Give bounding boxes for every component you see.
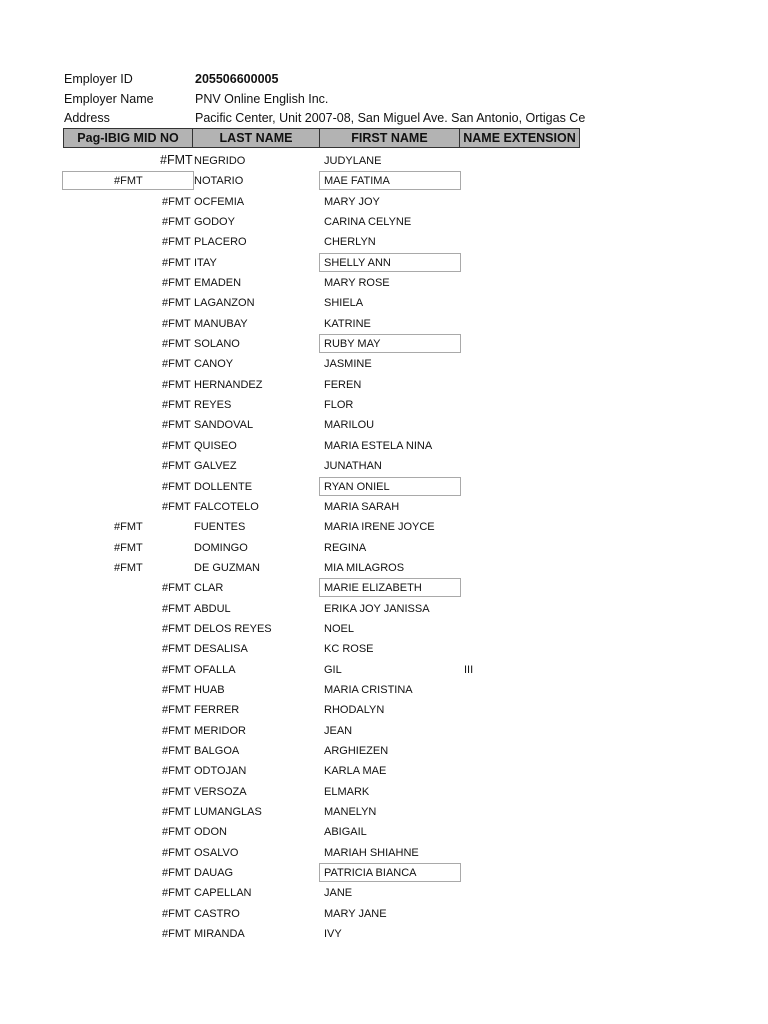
mid-cell: #FMT [162, 826, 191, 839]
first-name-cell: JANE [324, 887, 353, 900]
mid-cell: #FMT [162, 643, 191, 656]
first-name-cell: RUBY MAY [324, 338, 381, 351]
first-name-cell: FLOR [324, 399, 354, 412]
last-name-cell: FUENTES [194, 521, 246, 534]
table-row [0, 151, 768, 171]
table-row [0, 883, 768, 903]
first-name-cell: ERIKA JOY JANISSA [324, 602, 430, 615]
mid-cell: #FMT [162, 582, 191, 595]
employer-name-label: Employer Name [64, 92, 154, 106]
table-row [0, 700, 768, 720]
table-row [0, 395, 768, 415]
mid-cell: #FMT [162, 358, 191, 371]
last-name-cell: HERNANDEZ [194, 378, 263, 391]
last-name-cell: CANOY [194, 358, 234, 371]
last-name-cell: SOLANO [194, 338, 240, 351]
first-name-cell: MARY JOY [324, 195, 380, 208]
mid-cell: #FMT [162, 907, 191, 920]
table-row [0, 639, 768, 659]
mid-cell: #FMT [162, 317, 191, 330]
member-table-body [0, 151, 768, 944]
table-row [0, 782, 768, 802]
table-header [63, 128, 580, 148]
address-row [64, 110, 586, 126]
last-name-cell: VERSOZA [194, 785, 247, 798]
table-row [0, 761, 768, 781]
first-name-cell: PATRICIA BIANCA [324, 867, 417, 880]
last-name-cell: CLAR [194, 582, 224, 595]
last-name-cell: FALCOTELO [194, 500, 259, 513]
first-name-cell: SHIELA [324, 297, 364, 310]
column-header-first-name: FIRST NAME [319, 128, 460, 148]
last-name-cell: OSALVO [194, 846, 239, 859]
mid-cell: #FMT [162, 338, 191, 351]
table-row [0, 293, 768, 313]
table-row [0, 375, 768, 395]
last-name-cell: DOMINGO [194, 541, 248, 554]
mid-cell: #FMT [162, 806, 191, 818]
mid-cell: #FMT [162, 765, 191, 778]
mid-cell: #FMT [162, 378, 191, 391]
mid-cell: #FMT [162, 867, 191, 880]
table-row [0, 619, 768, 639]
mid-cell: #FMT [114, 175, 143, 188]
mid-cell: #FMT [162, 236, 191, 249]
first-name-cell: MANELYN [324, 806, 377, 818]
last-name-cell: DE GUZMAN [194, 561, 260, 574]
table-row [0, 273, 768, 293]
mid-cell: #FMT [162, 704, 191, 717]
mid-cell: #FMT [162, 399, 191, 412]
first-name-cell: REGINA [324, 541, 367, 554]
last-name-cell: LUMANGLAS [194, 806, 262, 818]
mid-cell: #FMT [162, 500, 191, 513]
first-name-cell: MAE FATIMA [324, 175, 390, 188]
table-row [0, 456, 768, 476]
first-name-cell: RYAN ONIEL [324, 480, 390, 493]
last-name-cell: DOLLENTE [194, 480, 253, 493]
table-row [0, 599, 768, 619]
first-name-cell: CHERLYN [324, 236, 376, 249]
employer-id-row [64, 71, 279, 87]
employer-id-label: Employer ID [64, 72, 133, 86]
mid-cell: #FMT [162, 846, 191, 859]
first-name-cell: KATRINE [324, 317, 371, 330]
first-name-cell: MARIE ELIZABETH [324, 582, 422, 595]
table-row [0, 253, 768, 273]
first-name-cell: NOEL [324, 622, 354, 635]
table-row [0, 477, 768, 497]
table-row [0, 517, 768, 537]
table-row [0, 802, 768, 822]
employer-name-value: PNV Online English Inc. [195, 92, 329, 106]
name-extension-cell: III [464, 663, 474, 676]
last-name-cell: OCFEMIA [194, 195, 245, 208]
first-name-cell: SHELLY ANN [324, 256, 391, 269]
employer-id-value: 205506600005 [195, 72, 279, 86]
first-name-cell: FEREN [324, 378, 362, 391]
first-name-cell: KC ROSE [324, 643, 374, 656]
first-name-cell: JUDYLANE [324, 155, 382, 167]
mid-cell: #FMT [162, 928, 191, 941]
first-name-cell: ARGHIEZEN [324, 744, 389, 757]
mid-cell: #FMT [162, 663, 191, 676]
table-row [0, 212, 768, 232]
last-name-cell: DESALISA [194, 643, 248, 656]
table-row [0, 843, 768, 863]
last-name-cell: MANUBAY [194, 317, 248, 330]
last-name-cell: FERRER [194, 704, 240, 717]
last-name-cell: QUISEO [194, 439, 237, 452]
last-name-cell: DAUAG [194, 867, 234, 880]
first-name-cell: MARY ROSE [324, 277, 390, 290]
first-name-cell: ELMARK [324, 785, 370, 798]
last-name-cell: NEGRIDO [194, 155, 246, 167]
last-name-cell: GALVEZ [194, 460, 237, 473]
last-name-cell: HUAB [194, 683, 225, 696]
mid-cell: #FMT [114, 561, 143, 574]
mid-cell: #FMT [162, 724, 191, 737]
mid-cell: #FMT [162, 195, 191, 208]
last-name-cell: GODOY [194, 216, 235, 229]
first-name-cell: MIA MILAGROS [324, 561, 405, 574]
first-name-cell: JASMINE [324, 358, 372, 371]
last-name-cell: LAGANZON [194, 297, 255, 310]
last-name-cell: ABDUL [194, 602, 231, 615]
last-name-cell: SANDOVAL [194, 419, 254, 432]
table-row [0, 314, 768, 334]
last-name-cell: REYES [194, 399, 232, 412]
last-name-cell: ODTOJAN [194, 765, 247, 778]
first-name-cell: MARIA IRENE JOYCE [324, 521, 435, 534]
mid-cell: #FMT [162, 297, 191, 310]
table-row [0, 354, 768, 374]
table-row [0, 436, 768, 456]
first-name-cell: GIL [324, 663, 342, 676]
first-name-cell: RHODALYN [324, 704, 385, 717]
last-name-cell: EMADEN [194, 277, 242, 290]
employer-name-row [64, 91, 329, 107]
last-name-cell: OFALLA [194, 663, 236, 676]
table-row [0, 741, 768, 761]
table-row [0, 822, 768, 842]
mid-cell: #FMT [162, 216, 191, 229]
mid-cell: #FMT [162, 683, 191, 696]
last-name-cell: BALGOA [194, 744, 240, 757]
first-name-cell: MARY JANE [324, 907, 387, 920]
mid-cell: #FMT [162, 622, 191, 635]
table-row [0, 924, 768, 944]
mid-cell: #FMT [162, 419, 191, 432]
table-row [0, 863, 768, 883]
table-row [0, 680, 768, 700]
last-name-cell: CASTRO [194, 907, 240, 920]
column-header-last-name: LAST NAME [192, 128, 320, 148]
table-row [0, 192, 768, 212]
first-name-cell: MARIA SARAH [324, 500, 400, 513]
mid-cell: #FMT [162, 277, 191, 290]
mid-cell: #FMT [162, 602, 191, 615]
table-row [0, 497, 768, 517]
mid-cell: #FMT [162, 256, 191, 269]
table-row [0, 538, 768, 558]
mid-cell: #FMT [162, 460, 191, 473]
first-name-cell: JUNATHAN [324, 460, 382, 473]
mid-cell: #FMT [162, 480, 191, 493]
mid-cell: #FMT [162, 887, 191, 900]
mid-cell: #FMT [162, 785, 191, 798]
column-header-mid: Pag-IBIG MID NO [63, 128, 193, 148]
first-name-cell: KARLA MAE [324, 765, 387, 778]
table-row [0, 415, 768, 435]
table-row [0, 558, 768, 578]
table-row [0, 578, 768, 598]
first-name-cell: MARIA ESTELA NINA [324, 439, 433, 452]
first-name-cell: ABIGAIL [324, 826, 367, 839]
table-row [0, 904, 768, 924]
last-name-cell: ITAY [194, 256, 217, 269]
first-name-cell: MARILOU [324, 419, 375, 432]
first-name-cell: MARIA CRISTINA [324, 683, 413, 696]
first-name-cell: JEAN [324, 724, 353, 737]
table-row [0, 334, 768, 354]
first-name-cell: MARIAH SHIAHNE [324, 846, 419, 859]
mid-cell: #FMT [114, 521, 143, 534]
first-name-cell: IVY [324, 928, 342, 941]
last-name-cell: PLACERO [194, 236, 247, 249]
table-row [0, 171, 768, 191]
table-row [0, 721, 768, 741]
address-value: Pacific Center, Unit 2007-08, San Miguel Ave. San Antonio, Ortigas Ce [195, 111, 586, 125]
address-label: Address [64, 111, 110, 125]
last-name-cell: DELOS REYES [194, 622, 272, 635]
last-name-cell: ODON [194, 826, 227, 839]
mid-cell: #FMT [160, 153, 193, 167]
last-name-cell: MERIDOR [194, 724, 246, 737]
mid-cell: #FMT [114, 541, 143, 554]
table-row [0, 232, 768, 252]
table-row [0, 660, 768, 680]
mid-cell: #FMT [162, 439, 191, 452]
mid-cell: #FMT [162, 744, 191, 757]
last-name-cell: CAPELLAN [194, 887, 252, 900]
last-name-cell: NOTARIO [194, 175, 244, 188]
last-name-cell: MIRANDA [194, 928, 245, 941]
column-header-name-extension: NAME EXTENSION [459, 128, 580, 148]
first-name-cell: CARINA CELYNE [324, 216, 412, 229]
